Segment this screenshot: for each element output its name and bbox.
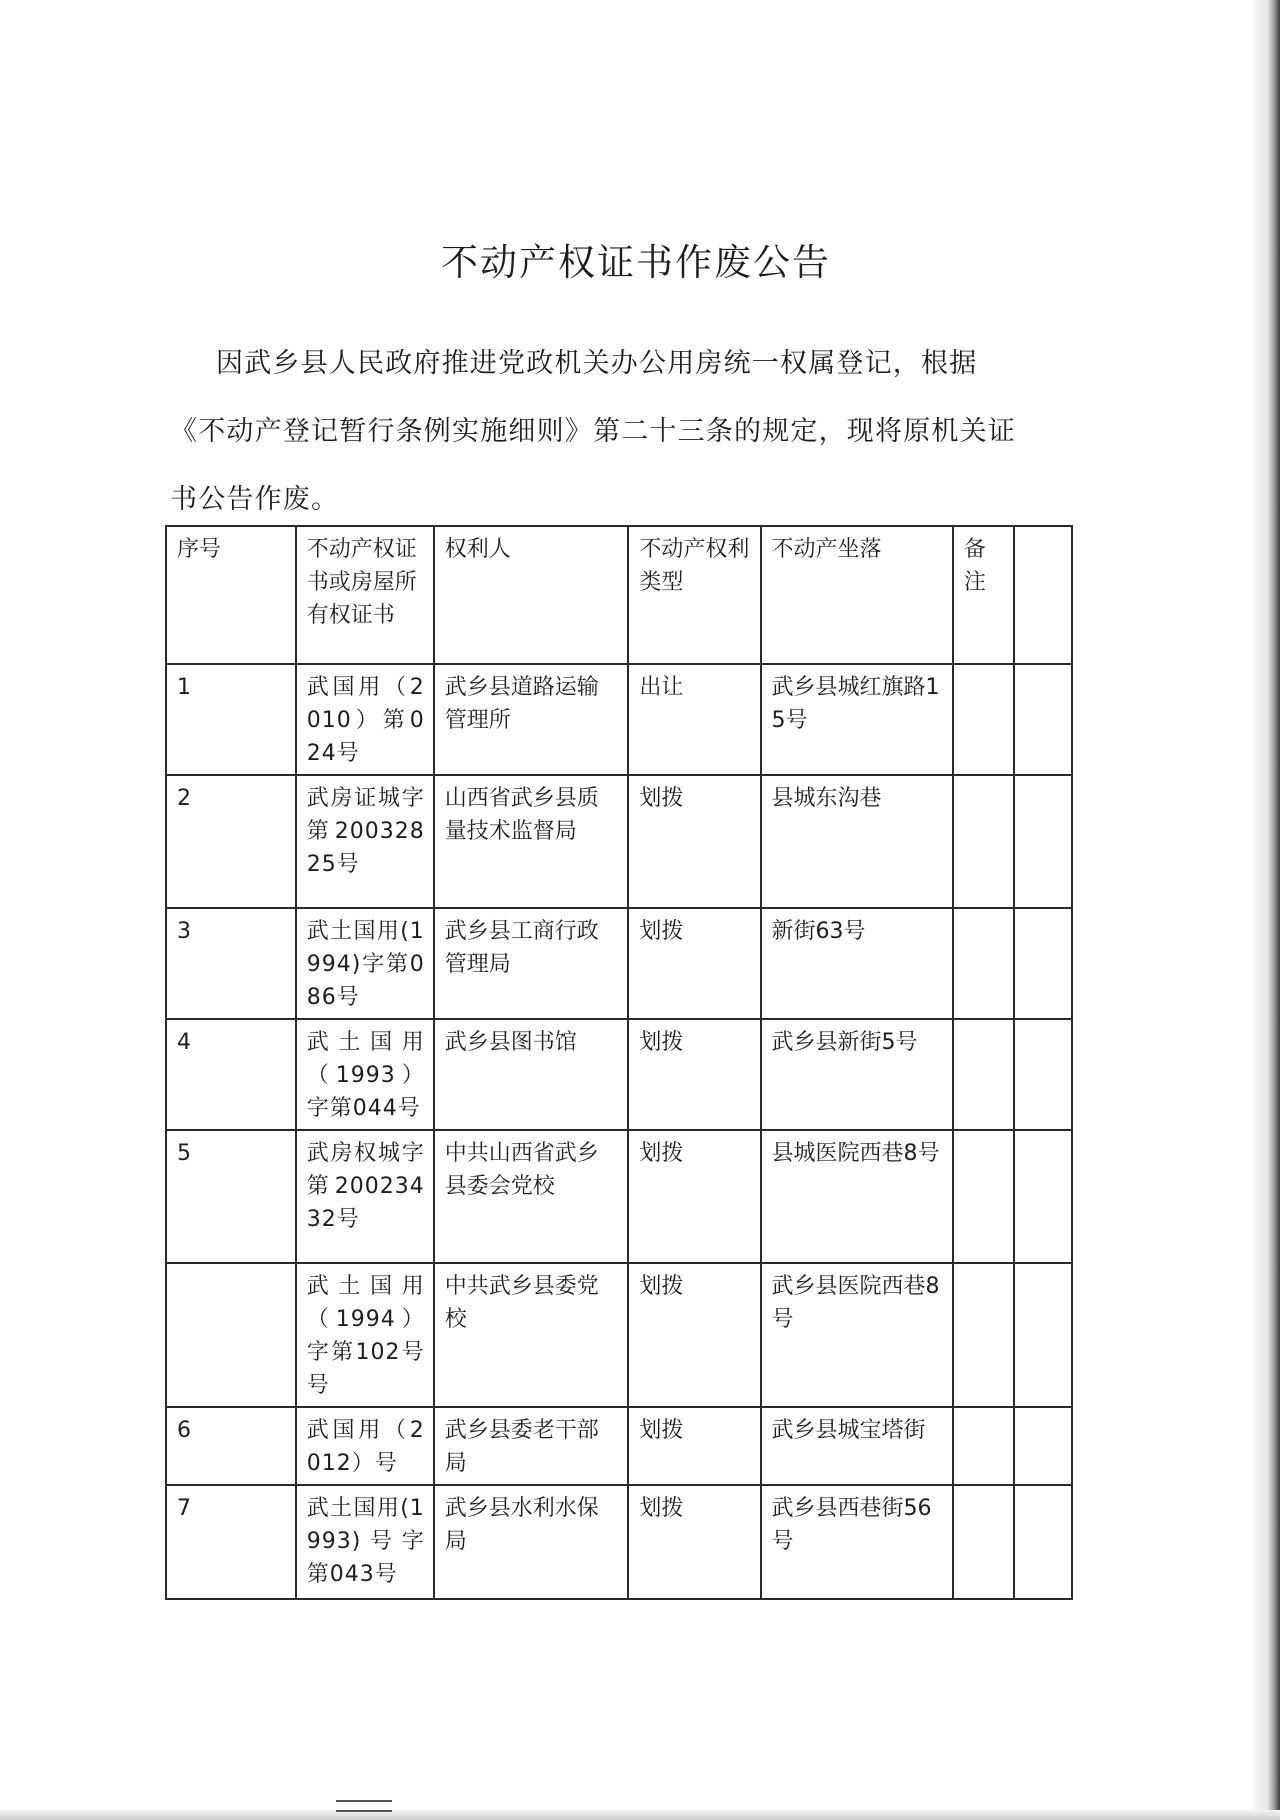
cell-right-type: 划拨: [628, 1019, 760, 1130]
cell-seq: 6: [166, 1407, 296, 1485]
cell-extra: [1014, 1485, 1072, 1599]
cell-remark: [953, 908, 1014, 1019]
cell-location: 武乡县医院西巷8号: [761, 1263, 953, 1407]
cell-location: 武乡县城红旗路15号: [761, 664, 953, 775]
notice-body: [170, 330, 1070, 534]
cell-location: 武乡县西巷街56号: [761, 1485, 953, 1599]
header-holder: 权利人: [434, 526, 629, 664]
cell-right-type: 划拨: [628, 775, 760, 908]
cell-remark: [953, 1407, 1014, 1485]
cell-right-type: 出让: [628, 664, 760, 775]
table-row: [166, 908, 1072, 1019]
cell-seq: 4: [166, 1019, 296, 1130]
header-location: 不动产坐落: [761, 526, 953, 664]
scan-binding-mark: [336, 1800, 392, 1812]
table-row: [166, 1130, 1072, 1263]
table-row: [166, 1485, 1072, 1599]
cell-holder: 武乡县图书馆: [434, 1019, 629, 1130]
cell-location: 武乡县新街5号: [761, 1019, 953, 1130]
cell-holder: 武乡县工商行政管理局: [434, 908, 629, 1019]
cell-extra: [1014, 775, 1072, 908]
notice-line-1: 因武乡县人民政府推进党政机关办公用房统一权属登记，根据: [216, 348, 978, 379]
cell-remark: [953, 1485, 1014, 1599]
cell-extra: [1014, 1019, 1072, 1130]
cell-extra: [1014, 908, 1072, 1019]
header-extra: [1014, 526, 1072, 664]
cell-certificate: 武土国用(1993)号字第043号: [296, 1485, 434, 1599]
cell-extra: [1014, 1407, 1072, 1485]
cell-holder: 中共山西省武乡县委会党校: [434, 1130, 629, 1263]
cell-remark: [953, 775, 1014, 908]
cell-right-type: 划拨: [628, 1130, 760, 1263]
cell-seq: [166, 1263, 296, 1407]
cell-seq: 1: [166, 664, 296, 775]
table-header-row: [166, 526, 1072, 664]
cell-location: 新街63号: [761, 908, 953, 1019]
cell-right-type: 划拨: [628, 1485, 760, 1599]
cell-certificate: 武土国用（1994）字第102号号: [296, 1263, 434, 1407]
cell-seq: 2: [166, 775, 296, 908]
document-title: 不动产权证书作废公告: [441, 241, 831, 284]
voided-certificates-table: [165, 525, 1073, 1600]
cell-seq: 7: [166, 1485, 296, 1599]
table-row: [166, 775, 1072, 908]
table-row: [166, 1407, 1072, 1485]
scan-page-bottom-edge: [0, 1810, 1280, 1820]
cell-certificate: 武国用（2012）号: [296, 1407, 434, 1485]
cell-extra: [1014, 664, 1072, 775]
cell-seq: 3: [166, 908, 296, 1019]
cell-remark: [953, 664, 1014, 775]
cell-holder: 山西省武乡县质量技术监督局: [434, 775, 629, 908]
notice-line-3: 书公告作废。: [170, 484, 340, 515]
header-remark: 备注: [953, 526, 1014, 664]
cell-right-type: 划拨: [628, 1407, 760, 1485]
cell-certificate: 武土国用（1993）字第044号: [296, 1019, 434, 1130]
cell-certificate: 武土国用(1994)字第086号: [296, 908, 434, 1019]
cell-holder: 武乡县道路运输管理所: [434, 664, 629, 775]
cell-certificate: 武国用（2010）第024号: [296, 664, 434, 775]
cell-remark: [953, 1263, 1014, 1407]
cell-certificate: 武房权城字第20023432号: [296, 1130, 434, 1263]
cell-location: 县城医院西巷8号: [761, 1130, 953, 1263]
notice-line-2: 《不动产登记暂行条例实施细则》第二十三条的规定，现将原机关证: [170, 416, 1016, 447]
cell-right-type: 划拨: [628, 1263, 760, 1407]
cell-extra: [1014, 1130, 1072, 1263]
cell-holder: 武乡县委老干部局: [434, 1407, 629, 1485]
cell-location: 武乡县城宝塔街: [761, 1407, 953, 1485]
header-right-type: 不动产权利类型: [628, 526, 760, 664]
header-certificate: 不动产权证书或房屋所有权证书: [296, 526, 434, 664]
table-row: [166, 1019, 1072, 1130]
cell-certificate: 武房证城字第20032825号: [296, 775, 434, 908]
table-row: [166, 1263, 1072, 1407]
cell-holder: 中共武乡县委党校: [434, 1263, 629, 1407]
cell-right-type: 划拨: [628, 908, 760, 1019]
cell-holder: 武乡县水利水保局: [434, 1485, 629, 1599]
cell-seq: 5: [166, 1130, 296, 1263]
table-row: [166, 664, 1072, 775]
header-seq: 序号: [166, 526, 296, 664]
cell-location: 县城东沟巷: [761, 775, 953, 908]
cell-remark: [953, 1130, 1014, 1263]
cell-extra: [1014, 1263, 1072, 1407]
cell-remark: [953, 1019, 1014, 1130]
